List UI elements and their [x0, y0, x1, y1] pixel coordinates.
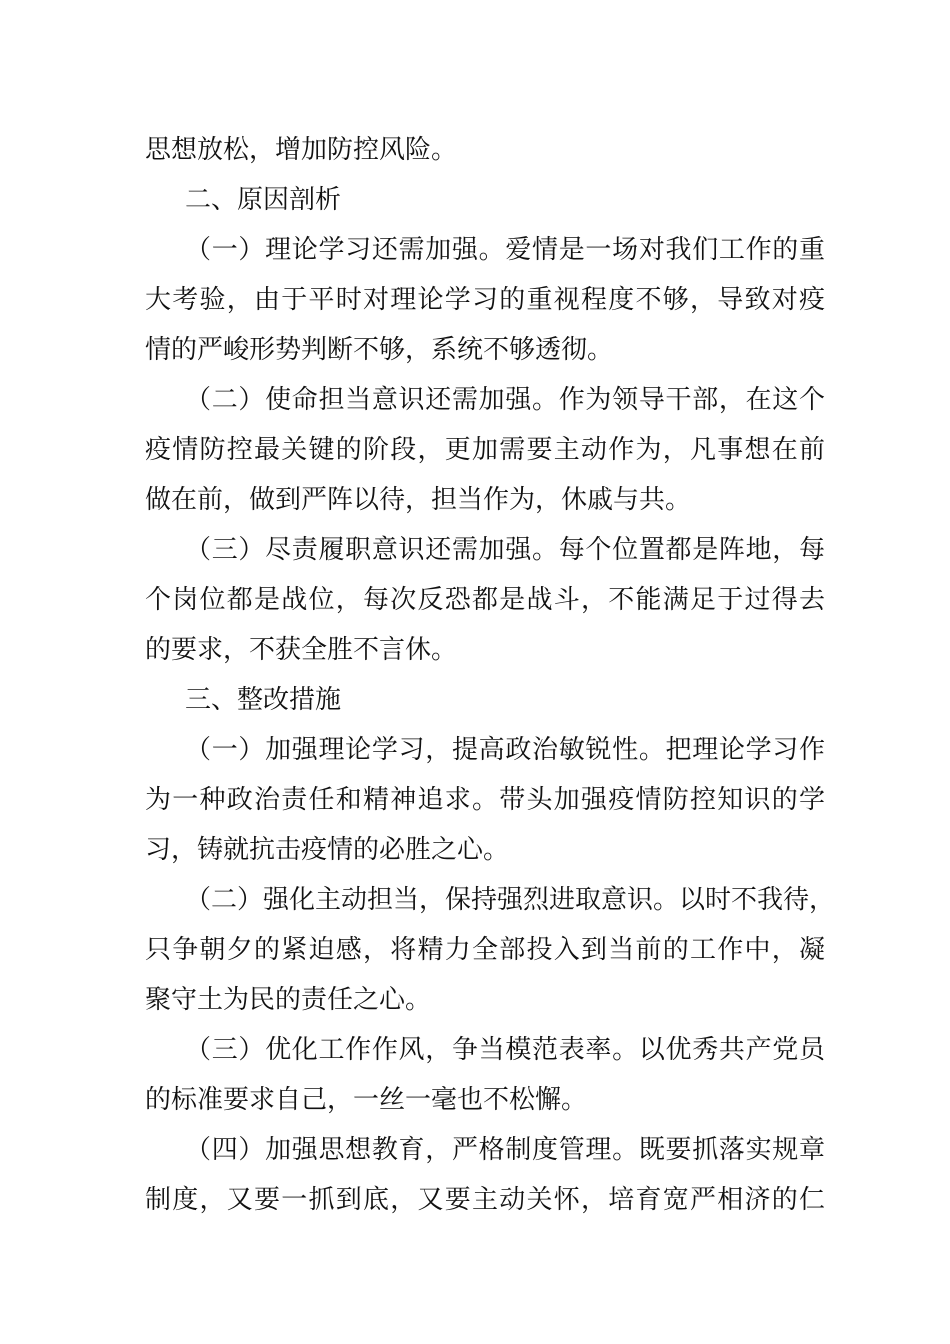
text-line-8: 做在前，做到严阵以待，担当作为，休戚与共。: [145, 485, 692, 515]
text-line-5: 情的严峻形势判断不够，系统不够透彻。: [145, 335, 614, 365]
text-line-16: （二）强化主动担当，保持强烈进取意识。以时不我待，: [185, 885, 836, 915]
text-line-9: （三）尽责履职意识还需加强。每个位置都是阵地，每: [185, 535, 825, 565]
section-heading-2: 二、原因剖析: [185, 185, 342, 215]
text-line-15: 习，铸就抗击疫情的必胜之心。: [145, 835, 510, 865]
text-line-3: （一）理论学习还需加强。爱情是一场对我们工作的重: [185, 235, 825, 265]
text-line-21: （四）加强思想教育，严格制度管理。既要抓落实规章: [185, 1135, 825, 1165]
text-line-20: 的标准要求自己，一丝一毫也不松懈。: [145, 1085, 588, 1115]
text-line-10: 个岗位都是战位，每次反恐都是战斗，不能满足于过得去: [145, 585, 825, 615]
text-line-13: （一）加强理论学习，提高政治敏锐性。把理论学习作: [185, 735, 825, 765]
section-heading-3: 三、整改措施: [185, 685, 342, 715]
text-line-22: 制度，又要一抓到底，又要主动关怀，培育宽严相济的仁: [145, 1185, 825, 1215]
text-line-4: 大考验，由于平时对理论学习的重视程度不够，导致对疫: [145, 285, 825, 315]
text-line-1: 思想放松，增加防控风险。: [145, 135, 458, 165]
text-line-19: （三）优化工作作风，争当模范表率。以优秀共产党员: [185, 1035, 825, 1065]
text-line-7: 疫情防控最关键的阶段，更加需要主动作为，凡事想在前: [145, 435, 825, 465]
text-line-14: 为一种政治责任和精神追求。带头加强疫情防控知识的学: [145, 785, 825, 815]
text-line-6: （二）使命担当意识还需加强。作为领导干部，在这个: [185, 385, 825, 415]
text-line-11: 的要求，不获全胜不言休。: [145, 635, 458, 665]
text-line-18: 聚守土为民的责任之心。: [145, 985, 432, 1015]
text-line-17: 只争朝夕的紧迫感，将精力全部投入到当前的工作中，凝: [145, 935, 825, 965]
